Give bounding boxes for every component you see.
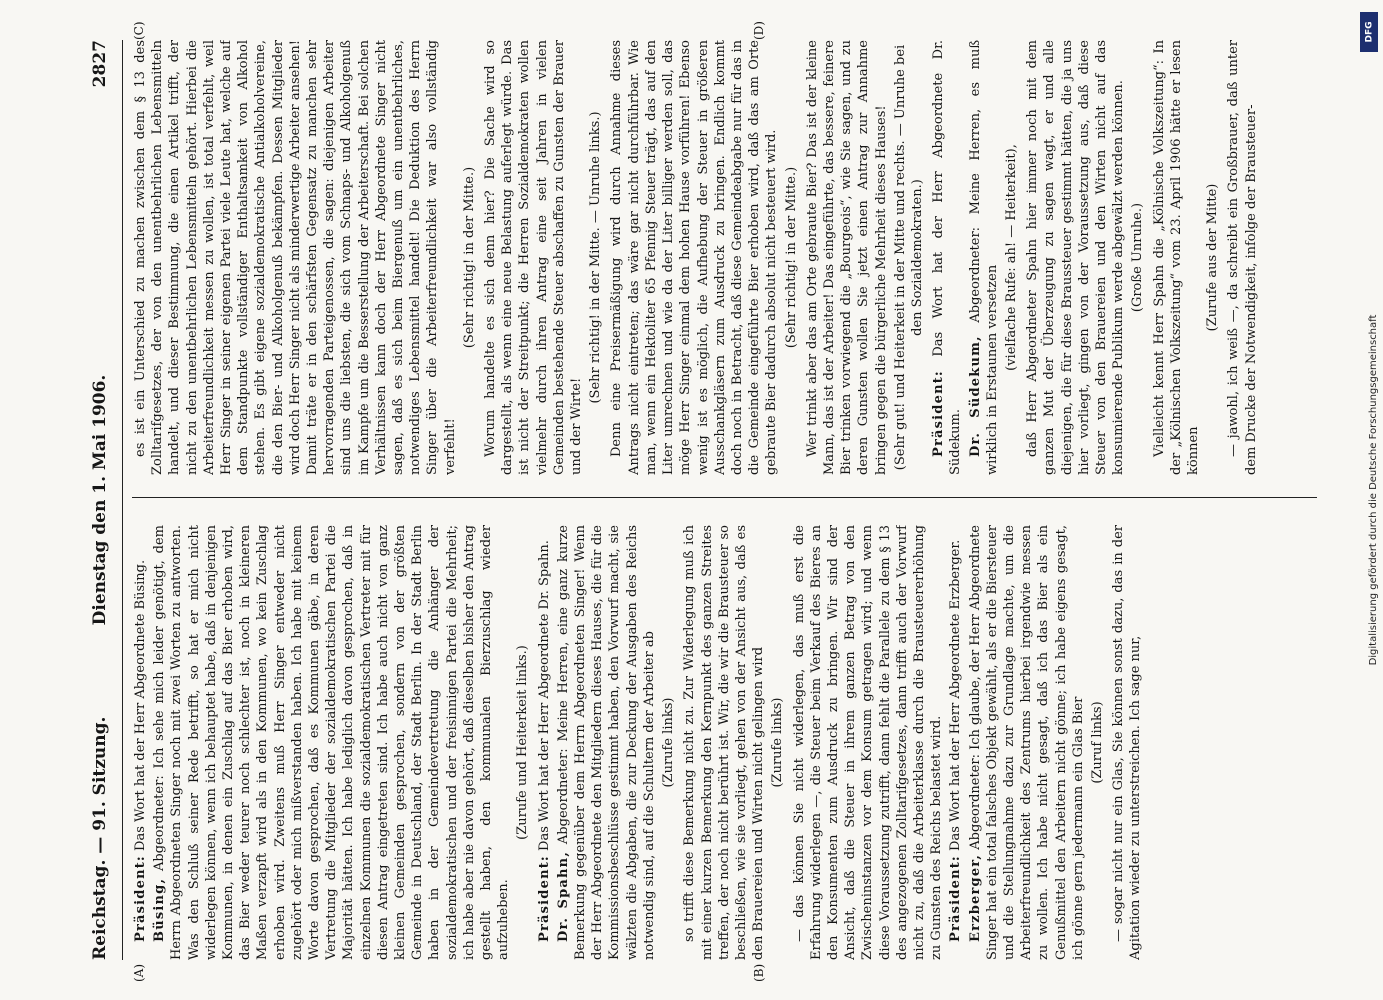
dfg-logo: DFG (1360, 12, 1378, 52)
right-text-column (132, 40, 1322, 475)
speech-paragraph (132, 40, 459, 475)
interjection: (Sehr richtig! in der Mitte.) (461, 166, 477, 349)
rotated-document-page (62, 20, 1337, 980)
paragraph-text: Denn eine Preisermäßigung wird durch Annahme dieses Antrags nicht eintreten; das wäre gar nicht durchführbar. Wie man, wenn ein Hektoliter 65 Pfennig Steuer trägt, das auf den Liter umrechnen und wie da der Liter billiger werden soll, das möge Herr Singer einmal dem hohen Hause vorführen! Ebenso wenig ist es möglich, die Aufhebung der Steuer in größeren Ausschankgläsern zum Ausdruck zu bringen. Endlich kommt doch noch in Betracht, daß diese Gemeindeabgabe nur für das in die Gemeinde eingeführte Bier erhoben wird, daß das am Orte gebraute Bier dadurch absolut nicht besteuert wird. (609, 40, 780, 475)
speech-paragraph (1110, 525, 1144, 960)
speech-paragraph (151, 525, 512, 960)
interjection: (Sehr richtig! in der Mitte.) (783, 166, 799, 349)
header-rule (122, 40, 123, 960)
speaker-name: Präsident: (133, 855, 148, 942)
paragraph-text: Das Wort hat der Herr Abgeordnete Dr. Südekum. (931, 40, 964, 475)
paragraph-text: Abgeordneter: Ich glaube, der Herr Abgeordnete Singer hat ein total falsches Objekt gewählt, als er die Biersteuer und die Stellungnahme dazu zur Grundlage machte, um die Arbeiterfreundlichkeit des Zentrums hierbei irgendwie messen zu wollen. Ich habe nicht gesagt, daß ich das Bier als ein Genußmittel den Arbeitern nicht gönne; ich habe eigens gesagt, ich gönne gern jedermann ein Glas Bier (967, 525, 1086, 960)
speaker-name: Präsident: (948, 855, 964, 942)
left-text-column (132, 525, 1322, 960)
speaker-name: Dr. Südekum, (967, 335, 983, 457)
paragraph-text: Abgeordneter: Meine Herren, es muß wirklich in Erstaunen versetzen (967, 40, 1000, 475)
paragraph-text: Vielleicht kennt Herr Spahn die „Kölnische Volkszeitung“: In der „Kölnischen Volkszeitung“ vom 23. April 1906 hätte er lesen können (1151, 40, 1201, 475)
margin-marker-b: (B) (752, 963, 766, 982)
digitization-note: Digitalisierung gefördert durch die Deutsche Forschungsgemeinschaft (1368, 314, 1379, 666)
paragraph-text: daß Herr Abgeordneter Spahn hier immer noch mit dem ganzen Mut der Überzeugung zu sagen wagt, er und alle diejenigen, die für diese Braussteuer gestimmt hätten, die ja uns hier vorliegt, gingen von der Voraussetzung aus, daß diese Steuer von den Brauereien und den Wirten nicht auf das konsumierende Publikum werde abgewälzt werden können. (1025, 40, 1127, 475)
paragraph-text: — sogar nicht nur ein Glas, Sie können sonst dazu, das in der Agitation wieder zu unterstreichen. Ich sage nur, (1111, 525, 1144, 960)
paragraph-text: so trifft diese Bemerkung nicht zu. Zur Widerlegung muß ich mit einer kurzen Bemerkung den Kernpunkt des ganzen Streites treffen, der noch nicht berührt ist. Wir, die wir die Brausteuer so beschließen, wie sie vorliegt, gehen von der Ansicht aus, daß es den Brauereien und Wirten nicht gelingen wird (682, 525, 767, 960)
paragraph-text: Wer trinkt aber das am Orte gebraute Bier? Das ist der kleine Mann, das ist der Arbeiter! Das eingeführte, das bessere, feinere Bier trinken vorwiegend die „Bourgeois“, wie Sie sagen, und zu deren Gunsten wollen Sie jetzt einen Antrag zur Annahme bringen gegen die bürgerliche Mehrheit dieses Hauses! (804, 40, 889, 475)
interjection: (Zuruf links) (1089, 701, 1105, 784)
page-number: 2827 (90, 40, 110, 88)
speech-paragraph (791, 525, 946, 960)
paragraph-text: — das können Sie nicht widerlegen, das muß erst die Erfahrung widerlegen —, die Steuer beim Verkauf des Bieres an den Konsumenten zum Ausdruck zu bringen. Wir sind der Ansicht, daß die Steuer in ihrem ganzen Betrag von den Zwischeninstanzen vor dem Konsum getragen wird; und wenn diese Voraussetzung zutrifft, dann fehlt die Parallele zu dem § 13 des angezogenen Zolltarifgesetzes, dann trifft auch der Vorwurf nicht zu, daß die Arbeiterklasse durch die Brausteuererhöhung zu Gunsten des Reichs belastet wird. (791, 525, 945, 960)
speech-paragraph (536, 525, 553, 960)
paragraph-text: Abgeordneter: Ich sehe mich leider genötigt, dem Herrn Abgeordneten Singer noch mit zwei Worten zu antworten. Was den Schluß seiner Rede betrifft, so hat er mich nicht widerlegen können, wenn ich behauptet habe, daß in denjenigen Kommunen, in denen ein Zuschlag auf das Bier erhoben wird, das Bier weder teurer noch schlechter ist, noch in kleineren Maßen verzapft wird als in den Kommunen, wo kein Zuschlag erhoben wird. Zweitens muß Herr Singer entweder nicht zugehört oder mich mißverstanden haben. Ich habe mit keinem Worte davon gesprochen, daß es Kommunen gäbe, in deren Vertretung die Mitglieder der sozialdemokratischen Partei die Majorität hätten. Ich habe lediglich davon gesprochen, daß in einzelnen Kommunen die sozialdemokratischen Vertreter mit für diesen Antrag eingetreten sind. Ich habe auch nicht von ganz kleinen Gemeinden gesprochen, sondern von der größten Gemeinde in Deutschland, der Stadt Berlin. In der Stadt Berlin haben in der Gemeindevertretung die Anhänger der sozialdemokratischen und der freisinnigen Partei die Mehrheit; ich habe aber nie davon gehört, daß dieselben bisher den Antrag gestellt haben, den kommunalen Bierzuschlag wieder aufzuheben. (152, 525, 512, 960)
speech-paragraph (930, 40, 964, 475)
header-left: Reichstag. — 91. Sitzung. (90, 716, 110, 960)
margin-marker-d: (D) (752, 21, 766, 40)
interjection: (Sehr gut! und Heiterkeit in der Mitte und rechts. — Unruhe bei den Sozialdemokraten.) (892, 44, 925, 471)
speech-paragraph (967, 525, 1087, 960)
speech-paragraph (967, 40, 1001, 475)
interjection: (Zurufe aus der Mitte) (1205, 183, 1221, 332)
speech-paragraph (1024, 40, 1127, 475)
speech-paragraph (482, 40, 585, 475)
margin-marker-c: (C) (132, 21, 146, 40)
interjection: (Zurufe links) (661, 697, 677, 788)
speech-paragraph (947, 525, 964, 960)
speech-paragraph (555, 525, 658, 960)
digitization-sidebar (1358, 10, 1382, 990)
speaker-name: Präsident: (536, 855, 552, 942)
speech-paragraph (681, 525, 767, 960)
paragraph-text: Das Wort hat der Herr Abgeordnete Dr. Spahn. (536, 540, 552, 851)
speech-paragraph (132, 525, 149, 960)
header-date: Dienstag den 1. Mai 1906. (90, 374, 110, 626)
speech-paragraph (1225, 40, 1259, 475)
margin-marker-a: (A) (132, 963, 146, 982)
column-divider (132, 497, 1317, 498)
speaker-name: Dr. Spahn, (555, 850, 571, 942)
paragraph-text: Das Wort hat der Herr Abgeordnete Büsing. (133, 559, 148, 851)
speech-paragraph (804, 40, 890, 475)
paragraph-text: — jawohl, ich weiß —, da schreibt ein Großbrauer, daß unter dem Drucke der Notwendigkeit, infolge der Brausteuer- (1226, 40, 1259, 475)
speaker-name: Büsing, (152, 877, 168, 942)
paragraph-text: Worum handelte es sich denn hier? Die Sache wird so dargestellt, als wenn eine neue Belastung auferlegt würde. Das ist nicht der Streitpunkt; die Herren Sozialdemokraten wollen vielmehr durch ihren Antrag eine seit Jahren in vielen Gemeinden bestehende Steuer abschaffen zu Gunsten der Brauer und der Wirte! (483, 40, 585, 475)
paragraph-text: Abgeordneter: Meine Herren, eine ganz kurze Bemerkung gegenüber dem Herrn Abgeordneten Singer! Wenn der Herr Abgeordnete den Mitgliedern dieses Hauses, die für die Kommissionsbeschlüsse gestimmt haben, den Vorwurf macht, sie wälzten die Abgaben, die zur Deckung der Ausgaben des Reichs notwendig sind, auf die Schultern der Arbeiter ab (555, 525, 657, 960)
paragraph-text: Das Wort hat der Herr Abgeordnete Erzberger. (948, 539, 964, 851)
page-header (82, 40, 116, 960)
paragraph-text: es ist ein Unterschied zu machen zwischen dem § 13 des Zolltarifgesetzes, der von den unentbehrlichen Lebensmitteln handelt, und dieser Bestimmung, die einen Artikel trifft, der nicht zu den unentbehrlichen Lebensmitteln gehört. Hierbei die Arbeiterfreundlichkeit messen zu wollen, ist total verfehlt, weil Herr Singer in seiner eigenen Partei viele Leute hat, welche auf dem Standpunkte vollständiger Enthaltsamkeit von Alkohol stehen. Es gibt eigene sozialdemokratische Antialkoholvereine, die den Bier- und Alkoholgenuß bekämpfen. Dessen Mitglieder wird doch Herr Singer nicht als minderwertige Arbeiter ansehen! Damit träte er in den schärfsten Gegensatz zu manchen sehr hervorragenden Parteigenossen, die sagen: diejenigen Arbeiter sind uns die liebsten, die sich vom Schnaps- und Alkoholgenuß im Kampfe um die Besserstellung der Arbeiterschaft. Bei solchen Verhältnissen kann doch der Herr Abgeordnete Singer nicht sagen, daß es sich beim Biergenuß um ein unentbehrliches, notwendiges Lebensmittel handelt! Die Deduktion des Herrn Singer über die Arbeiterfreundlichkeit war also vollständig verfehlt! (133, 40, 458, 475)
interjection: (Zurufe und Heiterkeit links.) (515, 645, 531, 840)
speaker-name: Erzberger, (967, 853, 983, 942)
speaker-name: Präsident: (931, 370, 947, 457)
interjection: (Große Unruhe.) (1130, 202, 1146, 313)
interjection: (Sehr richtig! in der Mitte. — Unruhe links.) (588, 111, 604, 404)
speech-paragraph (1151, 40, 1203, 475)
speech-paragraph (608, 40, 780, 475)
interjection: (Zurufe links) (770, 697, 786, 788)
interjection: (vielfache Rufe: ah! — Heiterkeit), (1003, 144, 1019, 371)
